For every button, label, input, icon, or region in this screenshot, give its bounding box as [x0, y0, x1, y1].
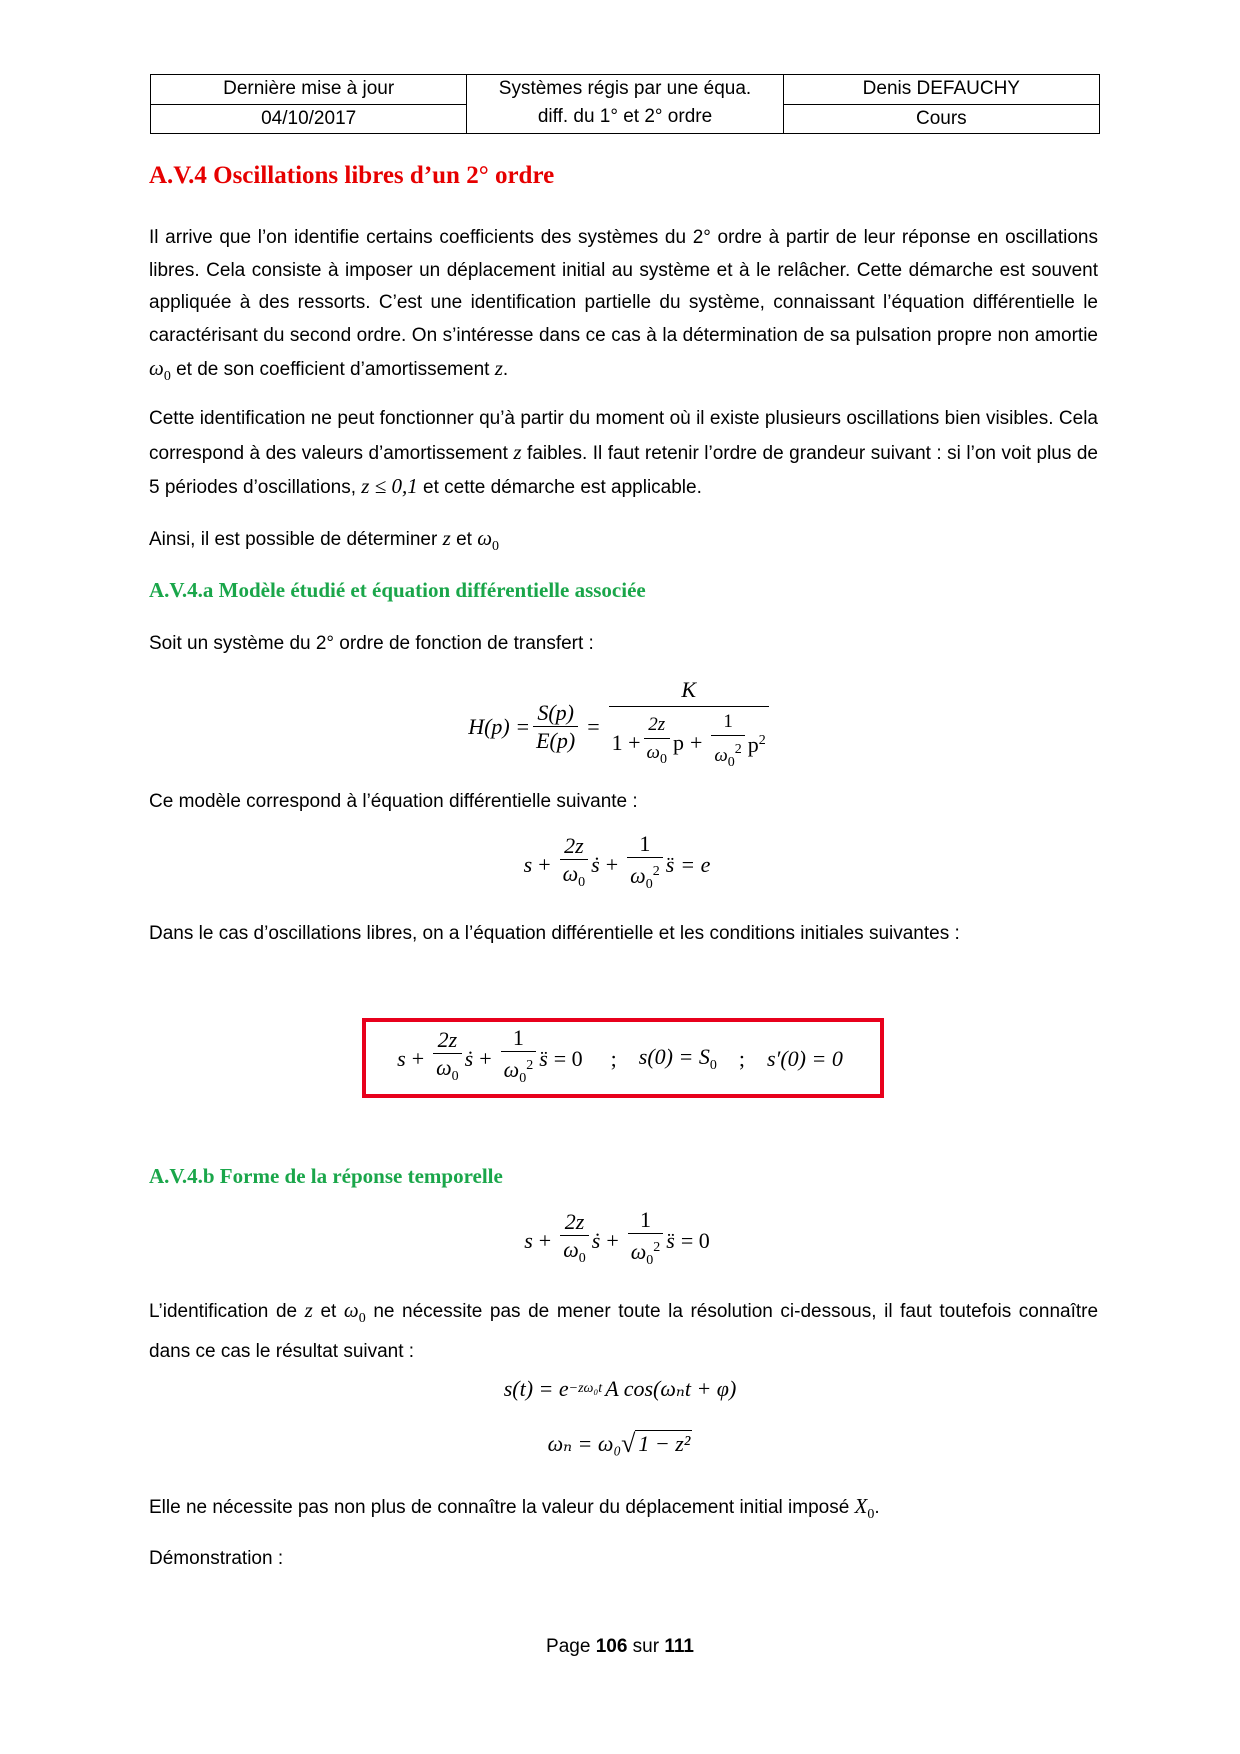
document-type: Cours: [783, 104, 1099, 134]
paragraph-conditions-text-b: faibles. Il faut retenir l’ordre de grandeur suivant : si l’on voit plus de 5 périodes d’oscillations,: [149, 442, 1098, 498]
free-oscillation-equation-repeat: s + $\frac{2z}{\omega_0}$ ṡ + $\frac{1}{\omega_0^2}$ s̈ = 0: [0, 1208, 1240, 1274]
last-update-label: Dernière mise à jour: [151, 75, 467, 105]
document-title-line2: diff. du 1° et 2° ordre: [537, 106, 713, 127]
paragraph-intro: Il arrive que l’on identifie certains coefficients des systèmes du 2° ordre à partir de leur réponse en oscillations libres. Cela consiste à imposer un déplacement initial au système et à le relâcher. Cette démarche est souvent appliquée à des ressorts. C’est une identification partielle du système, connaissant l’équation différentielle le caractérisant du second ordre. On s’intéresse dans ce cas à la détermination de sa pulsation propre non amortie $\omega_0$ et de son coefficient d’amortissement z.: [149, 227, 1098, 384]
subsection-a-title: A.V.4.a Modèle étudié et équation différentielle associée: [149, 578, 646, 602]
document-title-line1: Systèmes régis par une équa.: [498, 78, 752, 99]
section-title: A.V.4 Oscillations libres d’un 2° ordre: [149, 162, 555, 189]
z-symbol: z: [304, 1298, 313, 1322]
paragraph-conditions: [149, 403, 1098, 505]
page-number: 106: [595, 1636, 628, 1657]
author: Denis DEFAUCHY: [783, 75, 1099, 105]
paragraph-conditions-text-c: et cette démarche est applicable.: [423, 477, 702, 498]
paragraph-conditions-text-a: Cette identification ne peut fonctionner qu’à partir du moment où il existe plusieurs oscillations bien visibles. Cela correspond à des valeurs d’amortissement: [149, 408, 1098, 464]
subsection-b-title: A.V.4.b Forme de la réponse temporelle: [149, 1164, 503, 1188]
X0-symbol: $X_0$: [854, 1494, 875, 1522]
time-response-equation: s(t) = e −zω₀t A cos(ωₙt + φ): [503, 1376, 737, 1401]
damped-pulsation-equation: ωₙ = ω₀ √ 1 − z²: [547, 1429, 691, 1458]
transfer-function-equation: H(p) = $\frac{S(p)}{E(p)}$ = K 1 + $\frac{2z}{\omega_0}$ p + $\frac{1}{\omega_0^2}$ $p^2$: [0, 678, 1240, 776]
paragraph-intro-text-b: et de son coefficient d’amortissement: [176, 359, 490, 380]
z-symbol: z: [442, 526, 451, 550]
demonstration-label: Démonstration :: [149, 1548, 284, 1569]
diff-eq-intro: Ce modèle correspond à l’équation différentielle suivante :: [149, 791, 638, 812]
document-title: [467, 75, 783, 134]
omega0-symbol: $\omega_0$: [477, 526, 500, 554]
differential-equation: s + $\frac{2z}{\omega_0}$ ṡ + $\frac{1}{\omega_0^2}$ s̈ = e: [0, 832, 1240, 898]
page-footer: Page 106 sur 111: [546, 1636, 694, 1657]
identification-paragraph: L’identification de z et $\omega_0$ ne nécessite pas de mener toute la résolution ci-dessous, il faut toutefois connaître dans ce cas le résultat suivant :: [149, 1298, 1099, 1362]
paragraph-intro-text-a: Il arrive que l’on identifie certains coefficients des systèmes du 2° ordre à partir de leur réponse en oscillations libres. Cela consiste à imposer un déplacement initial au système et à le relâcher. Cette démarche est souvent appliquée à des ressorts. C’est une identification partielle du système, connaissant l’équation différentielle le caractérisant du second ordre. On s’intéresse dans ce cas à la détermination de sa pulsation propre non amortie: [149, 227, 1098, 346]
paragraph-ainsi: Ainsi, il est possible de déterminer z et $\omega_0$: [149, 526, 500, 554]
z-threshold: z ≤ 0,1: [361, 474, 418, 498]
omega0-symbol: $\omega_0$: [149, 356, 171, 384]
page-total: 111: [664, 1636, 694, 1657]
free-oscillation-equation: s + $\frac{2z}{\omega_0}$ ṡ + $\frac{1}{\omega_0^2}$ s̈ = 0 ; $s(0) = S_0$ ; s′(0) = 0: [0, 1026, 1240, 1092]
omega0-symbol: $\omega_0$: [343, 1298, 366, 1326]
update-date: 04/10/2017: [151, 104, 467, 134]
z-symbol: z: [513, 439, 522, 464]
z-symbol: z: [494, 356, 503, 380]
free-oscillation-intro: Dans le cas d’oscillations libres, on a l’équation différentielle et les conditions initiales suivantes :: [149, 923, 960, 944]
tf-intro: Soit un système du 2° ordre de fonction de transfert :: [149, 633, 594, 654]
initial-displacement-paragraph: Elle ne nécessite pas non plus de connaître la valeur du déplacement initial imposé $X_0$.: [149, 1494, 880, 1522]
header-table: [150, 74, 1100, 134]
